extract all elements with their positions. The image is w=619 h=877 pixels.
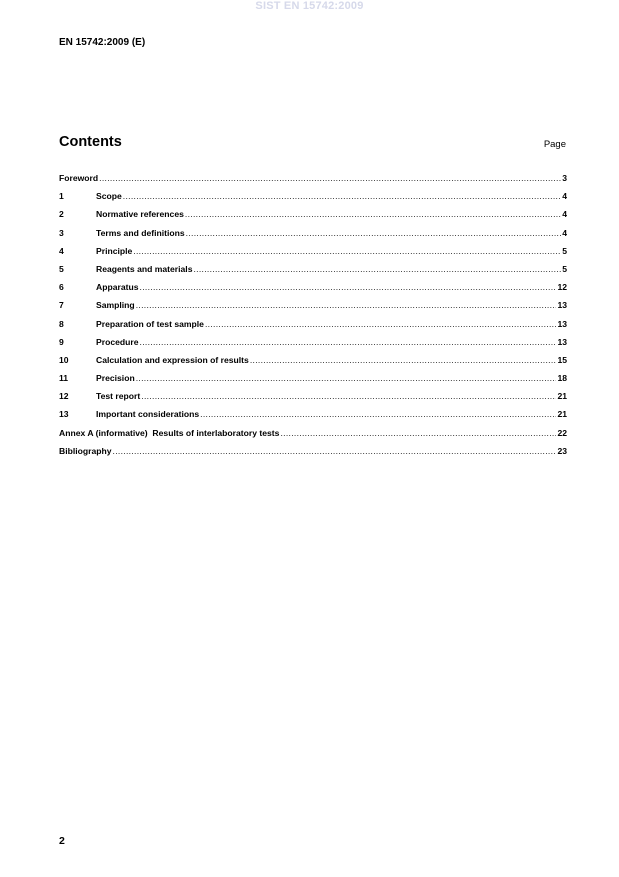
toc-leader-dots	[113, 446, 557, 456]
toc-entry-9[interactable]	[59, 337, 567, 355]
toc-entry-7[interactable]	[59, 300, 567, 318]
toc-entry-number: 13	[59, 409, 69, 420]
toc-entry-page: 13	[557, 318, 567, 329]
toc-entry-title: Precision	[96, 373, 135, 384]
toc-leader-dots	[193, 264, 561, 274]
toc-leader-dots	[133, 246, 561, 256]
toc-entry-title: Test report	[96, 391, 141, 402]
toc-entry-number: 6	[59, 282, 64, 293]
toc-entry-bibliography[interactable]	[59, 446, 567, 464]
toc-entry-8[interactable]	[59, 319, 567, 337]
toc-entry-title: Important considerations	[96, 409, 200, 420]
toc-entry-title: Scope	[96, 191, 122, 202]
toc-entry-number: 8	[59, 318, 64, 329]
toc-entry-number: 5	[59, 263, 64, 274]
toc-entry-page: 4	[562, 227, 567, 238]
toc-leader-dots	[185, 209, 561, 219]
toc-entry-page: 18	[557, 373, 567, 384]
toc-entry-page: 3	[562, 173, 567, 183]
contents-heading: Contents	[59, 134, 122, 150]
toc-entry-title: Sampling	[96, 300, 135, 311]
toc-leader-dots	[250, 355, 557, 365]
toc-entry-number: 9	[59, 336, 64, 347]
toc-entry-10[interactable]	[59, 355, 567, 373]
page-number: 2	[59, 835, 65, 847]
toc-entry-number: 12	[59, 391, 69, 402]
toc-entry-number: 4	[59, 245, 64, 256]
toc-leader-dots	[200, 409, 556, 419]
toc-entry-page: 15	[557, 354, 567, 365]
toc-entry-11[interactable]	[59, 373, 567, 391]
toc-entry-page: 12	[557, 282, 567, 293]
toc-entry-page: 23	[557, 445, 567, 456]
toc-leader-dots	[136, 373, 557, 383]
toc-entry-page: 5	[562, 263, 567, 274]
toc-leader-dots	[123, 191, 561, 201]
toc-entry-annex-a[interactable]	[59, 428, 567, 446]
toc-entry-page: 4	[562, 209, 567, 220]
toc-entry-title: Principle	[96, 245, 133, 256]
toc-entry-title: Bibliography	[59, 445, 112, 456]
toc-entry-13[interactable]	[59, 409, 567, 427]
toc-entry-number: 7	[59, 300, 64, 311]
toc-entry-2[interactable]	[59, 209, 567, 227]
toc-entry-number: 3	[59, 227, 64, 238]
toc-leader-dots	[140, 282, 557, 292]
toc-entry-4[interactable]	[59, 246, 567, 264]
toc-entry-5[interactable]	[59, 264, 567, 282]
toc-leader-dots	[205, 319, 557, 329]
toc-entry-number: 10	[59, 354, 69, 365]
toc-entry-title: Foreword	[59, 173, 99, 183]
toc-entry-number: 11	[59, 373, 69, 384]
toc-leader-dots	[136, 300, 557, 310]
toc-leader-dots	[141, 391, 556, 401]
table-of-contents	[59, 173, 567, 464]
toc-entry-title: Procedure	[96, 336, 139, 347]
toc-entry-title: Reagents and materials	[96, 263, 193, 274]
toc-entry-number: 2	[59, 209, 64, 220]
toc-leader-dots	[280, 428, 556, 438]
page-column-label: Page	[543, 139, 566, 150]
toc-entry-foreword[interactable]	[59, 173, 567, 191]
toc-entry-title: Calculation and expression of results	[96, 354, 249, 365]
toc-entry-page: 13	[557, 336, 567, 347]
toc-entry-page: 13	[557, 300, 567, 311]
watermark: SIST EN 15742:2009	[255, 0, 364, 12]
toc-entry-number: 1	[59, 191, 64, 202]
toc-entry-title: Annex A (informative) Results of interlaboratory tests	[59, 427, 280, 438]
toc-entry-page: 21	[557, 391, 567, 402]
toc-entry-page: 4	[562, 191, 567, 202]
toc-entry-title: Normative references	[96, 209, 184, 220]
toc-entry-12[interactable]	[59, 391, 567, 409]
toc-entry-title: Preparation of test sample	[96, 318, 204, 329]
toc-entry-page: 21	[557, 409, 567, 420]
toc-leader-dots	[99, 173, 561, 183]
toc-entry-title: Terms and definitions	[96, 227, 185, 238]
document-id: EN 15742:2009 (E)	[59, 37, 146, 48]
toc-entry-6[interactable]	[59, 282, 567, 300]
toc-entry-1[interactable]	[59, 191, 567, 209]
toc-entry-3[interactable]	[59, 228, 567, 246]
toc-entry-page: 22	[557, 427, 567, 438]
toc-leader-dots	[186, 228, 562, 238]
toc-leader-dots	[140, 337, 557, 347]
toc-entry-page: 5	[562, 245, 567, 256]
toc-entry-title: Apparatus	[96, 282, 139, 293]
